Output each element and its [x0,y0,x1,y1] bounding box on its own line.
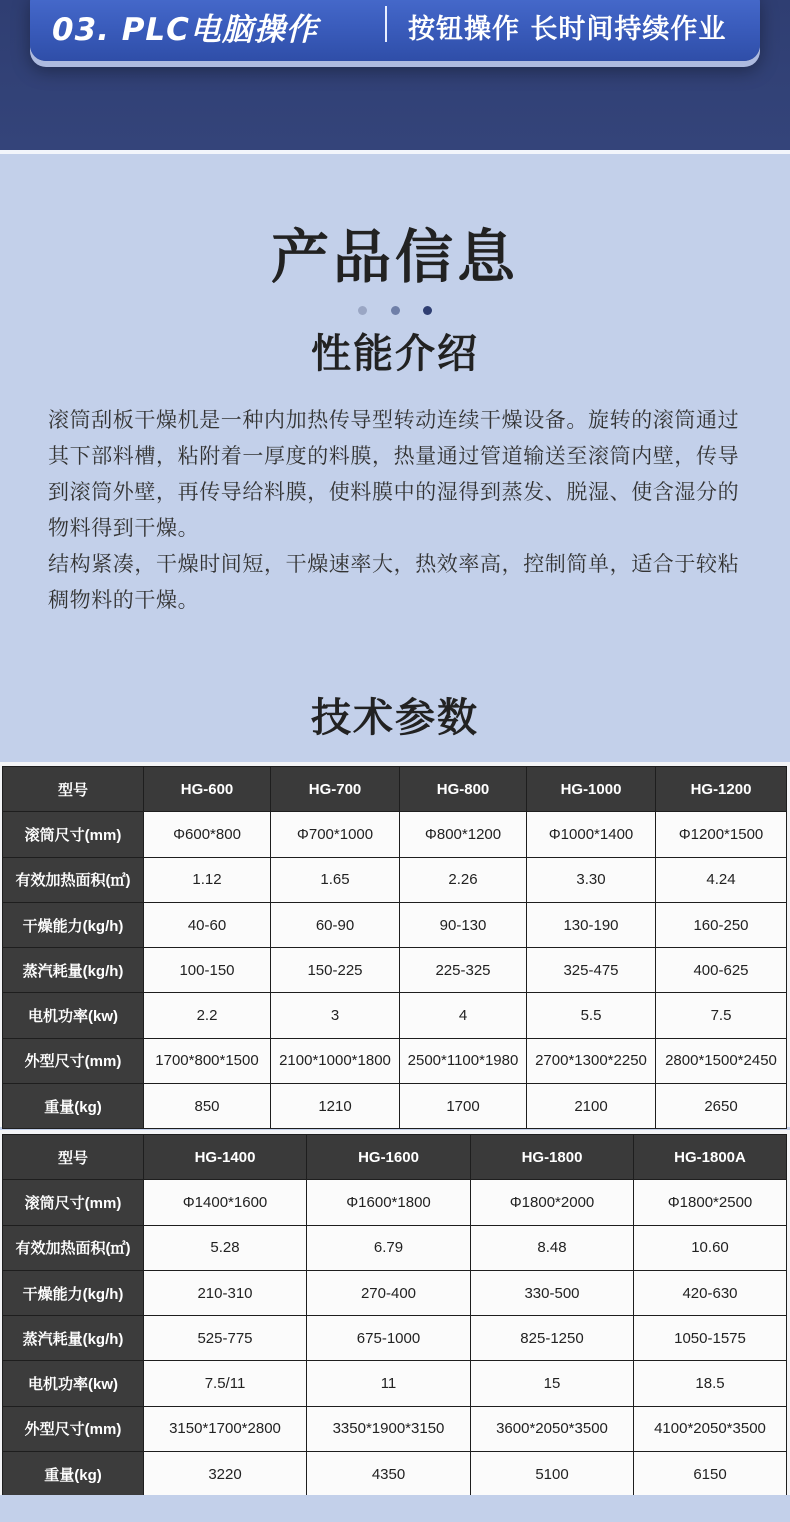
table-row [3,1406,787,1451]
table-cell: 160-250 [656,902,787,947]
table-cell: 5.5 [527,993,656,1038]
table-cell: 15 [471,1361,634,1406]
model-header: HG-800 [400,767,527,812]
model-header: HG-1000 [527,767,656,812]
product-description [48,402,748,618]
table-cell: 6.79 [307,1225,471,1270]
table-cell: Φ600*800 [144,812,271,857]
description-paragraph: 滚筒刮板干燥机是一种内加热传导型转动连续干燥设备。旋转的滚筒通过其下部料槽，粘附着一厚度的料膜，热量通过管道输送至滚筒内壁，传导到滚筒外壁，再传导给料膜，使料膜中的湿得到蒸发、脱湿、使含湿分的物料得到干燥。 [48,408,740,540]
table-cell: 2100 [527,1084,656,1129]
model-header: HG-1800 [471,1135,634,1180]
table-row [3,1316,787,1361]
row-label: 重量(kg) [3,1084,144,1129]
description-paragraph: 结构紧凑，干燥时间短，干燥速率大，热效率高，控制简单，适合于较粘稠物料的干燥。 [48,552,740,612]
table-row [3,993,787,1038]
table-cell: 8.48 [471,1225,634,1270]
table-cell: 325-475 [527,948,656,993]
table-cell: 4350 [307,1452,471,1497]
product-info-title: 产品信息 [270,223,519,291]
table-cell: 3 [271,993,400,1038]
table-cell: 11 [307,1361,471,1406]
table-row [3,1270,787,1315]
table-cell: 2100*1000*1800 [271,1038,400,1083]
row-label: 外型尺寸(mm) [3,1038,144,1083]
row-label: 电机功率(kw) [3,993,144,1038]
table-row [3,1038,787,1083]
row-label: 重量(kg) [3,1452,144,1497]
model-header: HG-1800A [634,1135,787,1180]
spec-table-1 [2,766,787,1129]
dot-3 [423,306,432,315]
model-header: HG-1200 [656,767,787,812]
table-cell: 825-1250 [471,1316,634,1361]
table-cell: Φ1200*1500 [656,812,787,857]
table-cell: 4 [400,993,527,1038]
table-cell: 2.2 [144,993,271,1038]
row-label: 有效加热面积(㎡) [3,857,144,902]
row-label: 电机功率(kw) [3,1361,144,1406]
table-cell: 3150*1700*2800 [144,1406,307,1451]
table-cell: Φ700*1000 [271,812,400,857]
banner-left-text: 03. PLC电脑操作 [52,12,318,48]
table-cell: 3600*2050*3500 [471,1406,634,1451]
table-cell: 6150 [634,1452,787,1497]
row-label: 滚筒尺寸(mm) [3,812,144,857]
table-cell: 270-400 [307,1270,471,1315]
table-cell: 400-625 [656,948,787,993]
table-row [3,1180,787,1225]
row-label: 蒸汽耗量(kg/h) [3,948,144,993]
model-header: HG-700 [271,767,400,812]
spec-table-2-panel [0,1130,790,1495]
table-cell: 3220 [144,1452,307,1497]
table-cell: 1.65 [271,857,400,902]
table-cell: Φ1000*1400 [527,812,656,857]
model-header: HG-1400 [144,1135,307,1180]
table-cell: 525-775 [144,1316,307,1361]
table-cell: 420-630 [634,1270,787,1315]
table-cell: 330-500 [471,1270,634,1315]
table-cell: 5100 [471,1452,634,1497]
spec-table-1-panel [0,762,790,1127]
table-cell: Φ1800*2500 [634,1180,787,1225]
banner-right-text: 按钮操作 长时间持续作业 [408,14,727,45]
table-cell: 2.26 [400,857,527,902]
table-cell: 40-60 [144,902,271,947]
table-row [3,1452,787,1497]
table-cell: 1050-1575 [634,1316,787,1361]
table-cell: Φ1400*1600 [144,1180,307,1225]
table-header-row [3,1135,787,1180]
table-cell: 100-150 [144,948,271,993]
dot-1 [358,306,367,315]
bottom-strip [0,1495,790,1522]
table-row [3,948,787,993]
table-header-row [3,767,787,812]
performance-title: 性能介绍 [311,331,479,377]
section-divider [0,150,790,154]
table-cell: 1.12 [144,857,271,902]
row-label: 外型尺寸(mm) [3,1406,144,1451]
table-cell: 4100*2050*3500 [634,1406,787,1451]
table-cell: 3.30 [527,857,656,902]
table-cell: 150-225 [271,948,400,993]
row-label: 干燥能力(kg/h) [3,902,144,947]
table-cell: 60-90 [271,902,400,947]
table-cell: Φ800*1200 [400,812,527,857]
model-header: HG-600 [144,767,271,812]
table-cell: 10.60 [634,1225,787,1270]
table-cell: Φ1800*2000 [471,1180,634,1225]
table-cell: 1700*800*1500 [144,1038,271,1083]
dot-2 [391,306,400,315]
spec-table-2 [2,1134,787,1497]
model-header-label: 型号 [3,767,144,812]
tech-params-title: 技术参数 [311,695,479,741]
row-label: 滚筒尺寸(mm) [3,1180,144,1225]
table-cell: 2500*1100*1980 [400,1038,527,1083]
row-label: 蒸汽耗量(kg/h) [3,1316,144,1361]
table-cell: 3350*1900*3150 [307,1406,471,1451]
table-row [3,857,787,902]
table-row [3,1084,787,1129]
model-header-label: 型号 [3,1135,144,1180]
table-row [3,1361,787,1406]
table-cell: 1210 [271,1084,400,1129]
table-cell: 1700 [400,1084,527,1129]
table-cell: 4.24 [656,857,787,902]
table-cell: 7.5 [656,993,787,1038]
feature-banner [30,0,760,61]
table-row [3,1225,787,1270]
banner-divider [385,6,387,42]
table-cell: 130-190 [527,902,656,947]
table-row [3,902,787,947]
top-band [0,0,790,150]
table-cell: 18.5 [634,1361,787,1406]
table-cell: 225-325 [400,948,527,993]
table-cell: 210-310 [144,1270,307,1315]
table-cell: 675-1000 [307,1316,471,1361]
table-cell: 850 [144,1084,271,1129]
table-cell: 2650 [656,1084,787,1129]
dots-decoration [0,300,790,319]
table-row [3,812,787,857]
row-label: 有效加热面积(㎡) [3,1225,144,1270]
table-cell: 2700*1300*2250 [527,1038,656,1083]
row-label: 干燥能力(kg/h) [3,1270,144,1315]
model-header: HG-1600 [307,1135,471,1180]
table-cell: 2800*1500*2450 [656,1038,787,1083]
table-cell: Φ1600*1800 [307,1180,471,1225]
table-cell: 90-130 [400,902,527,947]
table-cell: 5.28 [144,1225,307,1270]
table-cell: 7.5/11 [144,1361,307,1406]
